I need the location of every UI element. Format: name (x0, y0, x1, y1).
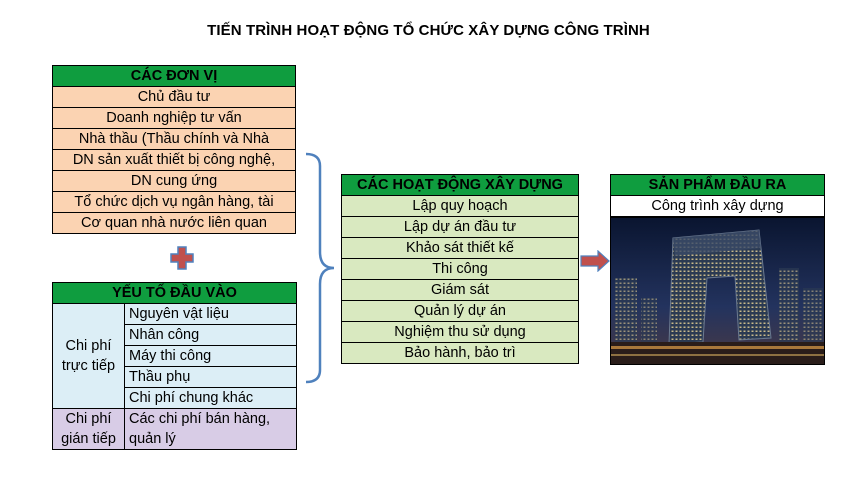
output-product: Công trình xây dựng (611, 196, 825, 217)
activity-item: Lập dự án đầu tư (342, 217, 579, 238)
brace-connector (304, 152, 336, 384)
unit-item: DN sản xuất thiết bị công nghệ, (53, 150, 296, 171)
activities-table (341, 174, 579, 364)
plus-icon (170, 246, 194, 270)
building-illustration (611, 218, 825, 365)
output-header: SẢN PHẨM ĐẦU RA (611, 175, 825, 196)
diagram-title: TIẾN TRÌNH HOẠT ĐỘNG TỔ CHỨC XÂY DỰNG CÔNG TRÌNH (207, 22, 650, 39)
output-table (610, 174, 825, 217)
unit-item: Chủ đầu tư (53, 87, 296, 108)
inputs-header: YẾU TỐ ĐẦU VÀO (53, 283, 297, 304)
unit-item: Cơ quan nhà nước liên quan (53, 213, 296, 234)
unit-item: Tổ chức dịch vụ ngân hàng, tài (53, 192, 296, 213)
direct-cost-item: Máy thi công (125, 346, 297, 367)
units-header: CÁC ĐƠN VỊ (53, 66, 296, 87)
activity-item: Lập quy hoạch (342, 196, 579, 217)
unit-item: Doanh nghiệp tư vấn (53, 108, 296, 129)
arrow-right-icon (580, 250, 610, 272)
activities-header: CÁC HOẠT ĐỘNG XÂY DỰNG (342, 175, 579, 196)
activity-item: Bảo hành, bảo trì (342, 343, 579, 364)
unit-item: Nhà thầu (Thầu chính và Nhà (53, 129, 296, 150)
direct-cost-item: Thầu phụ (125, 367, 297, 388)
activity-item: Khảo sát thiết kế (342, 238, 579, 259)
building-photo (610, 217, 825, 365)
units-table (52, 65, 296, 234)
direct-cost-item: Chi phí chung khác (125, 388, 297, 409)
inputs-table (52, 282, 297, 450)
activity-item: Nghiệm thu sử dụng (342, 322, 579, 343)
direct-cost-item: Nguyên vật liệu (125, 304, 297, 325)
activity-item: Giám sát (342, 280, 579, 301)
indirect-cost-item: Các chi phí bán hàng, quản lý (125, 409, 297, 450)
direct-cost-item: Nhân công (125, 325, 297, 346)
activity-item: Thi công (342, 259, 579, 280)
direct-cost-label: Chi phí trực tiếp (53, 304, 125, 409)
activity-item: Quản lý dự án (342, 301, 579, 322)
indirect-cost-label: Chi phí gián tiếp (53, 409, 125, 450)
unit-item: DN cung ứng (53, 171, 296, 192)
